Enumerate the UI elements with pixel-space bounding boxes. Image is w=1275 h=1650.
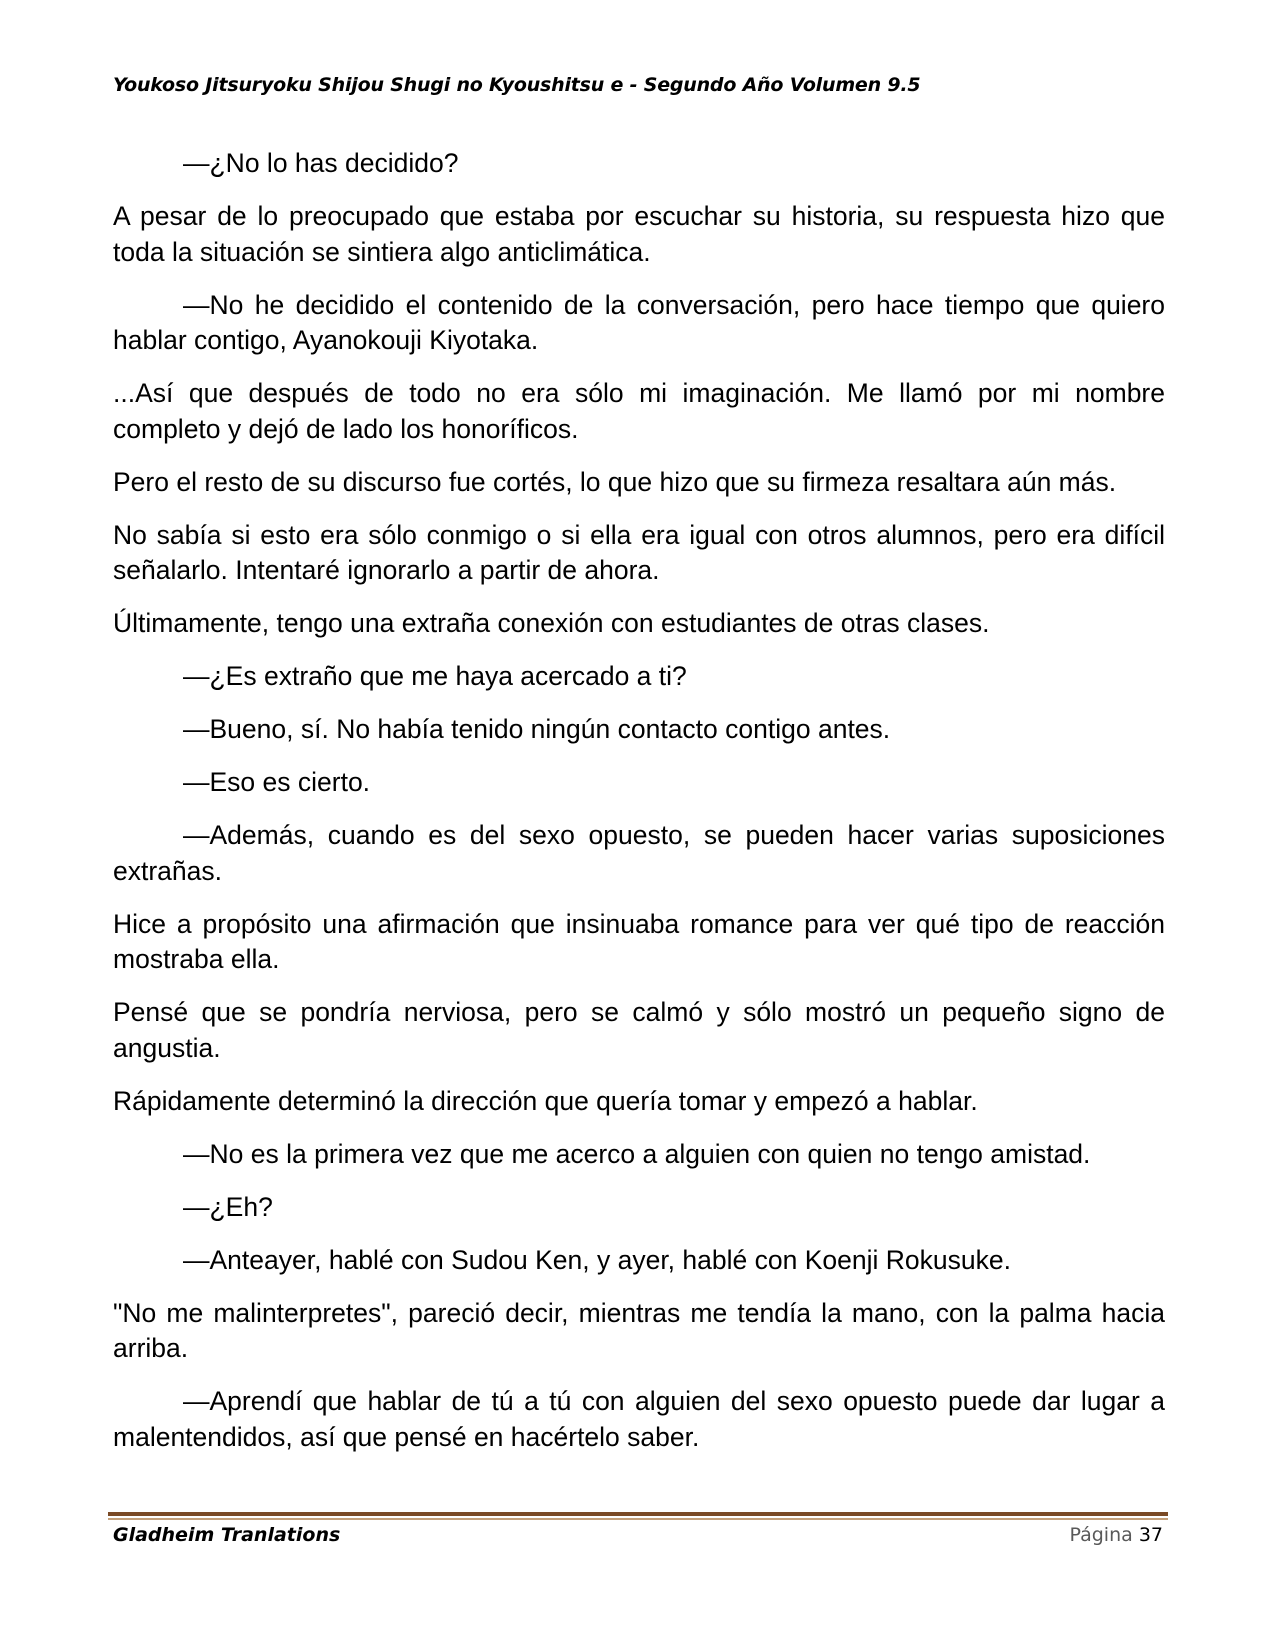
footer-publisher: Gladheim Tranlations [113,1524,341,1546]
paragraph: —Anteayer, hablé con Sudou Ken, y ayer, hablé con Koenji Rokusuke. [183,1244,1011,1275]
paragraph: —No es la primera vez que me acerco a alguien con quien no tengo amistad. [183,1138,1091,1169]
page-number: 37 [1138,1524,1163,1546]
footer-divider [108,1512,1168,1516]
paragraph: "No me malinterpretes", pareció decir, mientras me tendía la mano, con la palma hacia arriba. [113,1297,1165,1363]
paragraph: Pero el resto de su discurso fue cortés, lo que hizo que su firmeza resaltara aún más. [113,466,1117,497]
page-number-label [1069,1524,1163,1546]
footer-divider-accent [108,1518,1168,1520]
paragraph: —Eso es cierto. [183,767,371,797]
paragraph: Hice a propósito una afirmación que insinuaba romance para ver qué tipo de reacción mostraba ella. [113,908,1165,974]
page-label: Página [1069,1524,1133,1546]
paragraph: Rápidamente determinó la dirección que quería tomar y empezó a hablar. [113,1085,978,1116]
body-text [113,146,1165,1473]
paragraph: No sabía si esto era sólo conmigo o si ella era igual con otros alumnos, pero era difícil señalarlo. Intentaré ignorarlo a partir de ahora. [113,519,1165,585]
paragraph: —No he decidido el contenido de la conversación, pero hace tiempo que quiero hablar contigo, Ayanokouji Kiyotaka. [113,289,1165,355]
paragraph: Últimamente, tengo una extraña conexión con estudiantes de otras clases. [113,608,990,638]
paragraph: —¿No lo has decidido? [183,148,459,178]
paragraph: ...Así que después de todo no era sólo mi imaginación. Me llamó por mi nombre completo y dejó de lado los honoríficos. [113,378,1165,444]
paragraph: —¿Eh? [183,1191,273,1222]
paragraph: —Además, cuando es del sexo opuesto, se pueden hacer varias suposiciones extrañas. [113,820,1165,886]
paragraph: Pensé que se pondría nerviosa, pero se calmó y sólo mostró un pequeño signo de angustia. [113,997,1165,1063]
paragraph: —Aprendí que hablar de tú a tú con alguien del sexo opuesto puede dar lugar a malentendidos, así que pensé en hacértelo saber. [113,1386,1165,1452]
paragraph: —¿Es extraño que me haya acercado a ti? [183,661,687,691]
paragraph: —Bueno, sí. No había tenido ningún contacto contigo antes. [183,714,891,744]
paragraph: A pesar de lo preocupado que estaba por escuchar su historia, su respuesta hizo que toda la situación se sintiera algo anticlimática. [113,201,1165,267]
running-header: Youkoso Jitsuryoku Shijou Shugi no Kyoushitsu e - Segundo Año Volumen 9.5 [113,74,921,96]
